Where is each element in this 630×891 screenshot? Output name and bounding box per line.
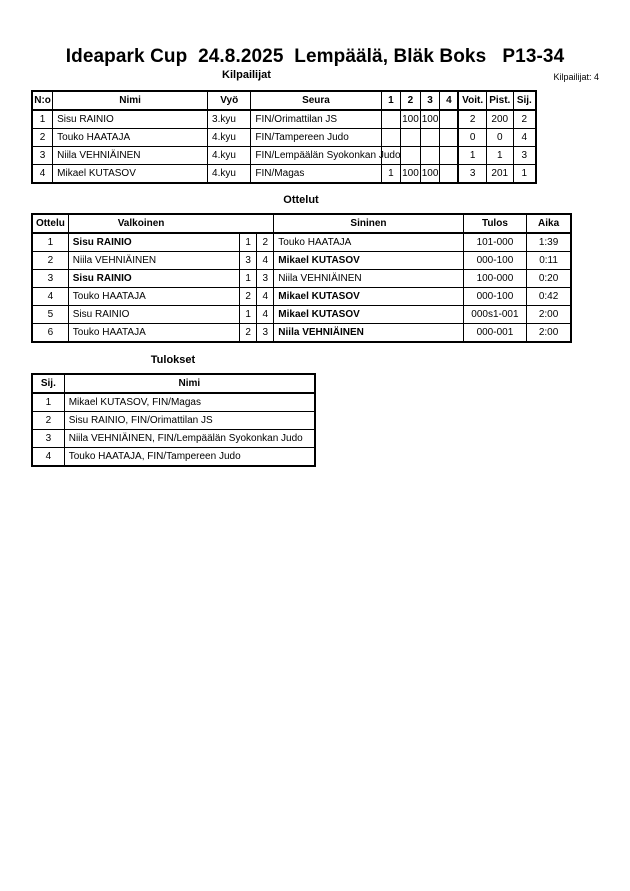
competitor-round-4	[440, 165, 459, 184]
competitors-heading: Kilpailijat	[222, 69, 271, 81]
col-header-time: Aika	[527, 214, 571, 233]
competitor-round-1	[381, 110, 401, 129]
col-header-round-2: 2	[401, 91, 421, 110]
competitor-round-4	[440, 110, 459, 129]
match-white-no: 3	[240, 252, 257, 270]
col-header-club: Seura	[251, 91, 381, 110]
competitor-points: 201	[486, 165, 513, 184]
match-result: 000s1-001	[463, 306, 526, 324]
result-place: 4	[32, 448, 64, 467]
match-white-name: Touko HAATAJA	[68, 324, 239, 343]
col-header-place: Sij.	[513, 91, 536, 110]
match-blue-name: Mikael KUTASOV	[274, 306, 463, 324]
competitor-points: 0	[486, 129, 513, 147]
col-header-points: Pist.	[486, 91, 513, 110]
match-row	[32, 324, 571, 343]
col-header-name: Nimi	[53, 91, 208, 110]
competitor-no: 4	[32, 165, 53, 184]
match-time: 0:42	[527, 288, 571, 306]
competitor-club: FIN/Magas	[251, 165, 381, 184]
result-name: Mikael KUTASOV, FIN/Magas	[64, 393, 315, 412]
competitor-wins: 2	[458, 110, 486, 129]
match-time: 0:11	[527, 252, 571, 270]
competitor-place: 2	[513, 110, 536, 129]
matches-header-row	[32, 214, 571, 233]
competitors-header-row	[32, 91, 536, 110]
match-no: 1	[32, 233, 68, 252]
match-blue-no: 2	[257, 233, 274, 252]
competitor-round-2: 100	[401, 110, 421, 129]
match-result: 000-100	[463, 252, 526, 270]
match-no: 4	[32, 288, 68, 306]
result-place: 3	[32, 430, 64, 448]
page-title: Ideapark Cup 24.8.2025 Lempäälä, Bläk Boks P13-34	[65, 46, 565, 67]
competitor-round-2	[401, 129, 421, 147]
competitor-name: Sisu RAINIO	[53, 110, 208, 129]
match-blue-no: 4	[257, 306, 274, 324]
match-blue-name: Mikael KUTASOV	[274, 252, 463, 270]
match-no: 6	[32, 324, 68, 343]
match-blue-no: 3	[257, 270, 274, 288]
result-name: Sisu RAINIO, FIN/Orimattilan JS	[64, 412, 315, 430]
competitor-no: 3	[32, 147, 53, 165]
match-white-name: Sisu RAINIO	[68, 270, 239, 288]
competitor-name: Mikael KUTASOV	[53, 165, 208, 184]
competitor-wins: 0	[458, 129, 486, 147]
competitor-row	[32, 147, 536, 165]
col-header-wins: Voit.	[458, 91, 486, 110]
match-result: 100-000	[463, 270, 526, 288]
competitor-round-3	[420, 129, 440, 147]
match-row	[32, 306, 571, 324]
match-white-name: Touko HAATAJA	[68, 288, 239, 306]
col-header-no: N:o	[32, 91, 53, 110]
results-heading: Tulokset	[150, 354, 196, 366]
col-header-match: Ottelu	[32, 214, 68, 233]
competitor-count: Kilpailijat: 4	[553, 72, 599, 82]
competitor-place: 1	[513, 165, 536, 184]
competitor-round-3: 100	[420, 110, 440, 129]
match-time: 2:00	[527, 324, 571, 343]
results-table	[31, 373, 316, 467]
competitor-club: FIN/Lempäälän Syokonkan Judo	[251, 147, 381, 165]
competitor-round-4	[440, 147, 459, 165]
competitor-belt: 4.kyu	[208, 129, 251, 147]
result-row	[32, 430, 315, 448]
competitor-row	[32, 129, 536, 147]
match-white-name: Sisu RAINIO	[68, 306, 239, 324]
result-name: Niila VEHNIÄINEN, FIN/Lempäälän Syokonkan Judo	[64, 430, 315, 448]
competitor-round-2: 100	[401, 165, 421, 184]
competitor-round-1	[381, 129, 401, 147]
match-blue-name: Niila VEHNIÄINEN	[274, 270, 463, 288]
result-name: Touko HAATAJA, FIN/Tampereen Judo	[64, 448, 315, 467]
match-white-no: 1	[240, 306, 257, 324]
match-white-name: Niila VEHNIÄINEN	[68, 252, 239, 270]
results-header-row	[32, 374, 315, 393]
competitor-club: FIN/Orimattilan JS	[251, 110, 381, 129]
competitors-table	[31, 90, 537, 184]
col-header-belt: Vyö	[208, 91, 251, 110]
competitor-points: 1	[486, 147, 513, 165]
competitor-round-1: 1	[381, 165, 401, 184]
match-row	[32, 270, 571, 288]
match-row	[32, 252, 571, 270]
competitor-round-3	[420, 147, 440, 165]
competitor-row	[32, 165, 536, 184]
competitor-round-4	[440, 129, 459, 147]
match-blue-name: Mikael KUTASOV	[274, 288, 463, 306]
match-row	[32, 233, 571, 252]
match-white-no: 2	[240, 324, 257, 343]
matches-table	[31, 213, 572, 343]
result-place: 2	[32, 412, 64, 430]
competitor-club: FIN/Tampereen Judo	[251, 129, 381, 147]
match-row	[32, 288, 571, 306]
match-blue-name: Niila VEHNIÄINEN	[274, 324, 463, 343]
result-place: 1	[32, 393, 64, 412]
col-header-white: Valkoinen	[68, 214, 274, 233]
match-time: 2:00	[527, 306, 571, 324]
match-blue-no: 4	[257, 288, 274, 306]
competitor-wins: 1	[458, 147, 486, 165]
competitor-round-2	[401, 147, 421, 165]
col-header-place: Sij.	[32, 374, 64, 393]
result-row	[32, 448, 315, 467]
col-header-round-3: 3	[420, 91, 440, 110]
competitor-row	[32, 110, 536, 129]
col-header-result: Tulos	[463, 214, 526, 233]
match-white-no: 1	[240, 270, 257, 288]
match-white-name: Sisu RAINIO	[68, 233, 239, 252]
competitor-round-3: 100	[420, 165, 440, 184]
col-header-round-1: 1	[381, 91, 401, 110]
match-result: 101-000	[463, 233, 526, 252]
match-blue-name: Touko HAATAJA	[274, 233, 463, 252]
competitor-belt: 3.kyu	[208, 110, 251, 129]
match-white-no: 1	[240, 233, 257, 252]
col-header-blue: Sininen	[274, 214, 463, 233]
match-blue-no: 3	[257, 324, 274, 343]
competitor-wins: 3	[458, 165, 486, 184]
match-result: 000-100	[463, 288, 526, 306]
competitor-belt: 4.kyu	[208, 147, 251, 165]
match-no: 2	[32, 252, 68, 270]
match-blue-no: 4	[257, 252, 274, 270]
competitor-no: 2	[32, 129, 53, 147]
match-time: 1:39	[527, 233, 571, 252]
col-header-name: Nimi	[64, 374, 315, 393]
competitor-name: Niila VEHNIÄINEN	[53, 147, 208, 165]
competitor-place: 3	[513, 147, 536, 165]
match-time: 0:20	[527, 270, 571, 288]
result-row	[32, 412, 315, 430]
competitor-no: 1	[32, 110, 53, 129]
match-no: 3	[32, 270, 68, 288]
competitor-name: Touko HAATAJA	[53, 129, 208, 147]
match-no: 5	[32, 306, 68, 324]
competitor-belt: 4.kyu	[208, 165, 251, 184]
competitor-points: 200	[486, 110, 513, 129]
match-result: 000-001	[463, 324, 526, 343]
competitor-place: 4	[513, 129, 536, 147]
result-row	[32, 393, 315, 412]
matches-heading: Ottelut	[283, 194, 319, 206]
col-header-round-4: 4	[440, 91, 459, 110]
match-white-no: 2	[240, 288, 257, 306]
